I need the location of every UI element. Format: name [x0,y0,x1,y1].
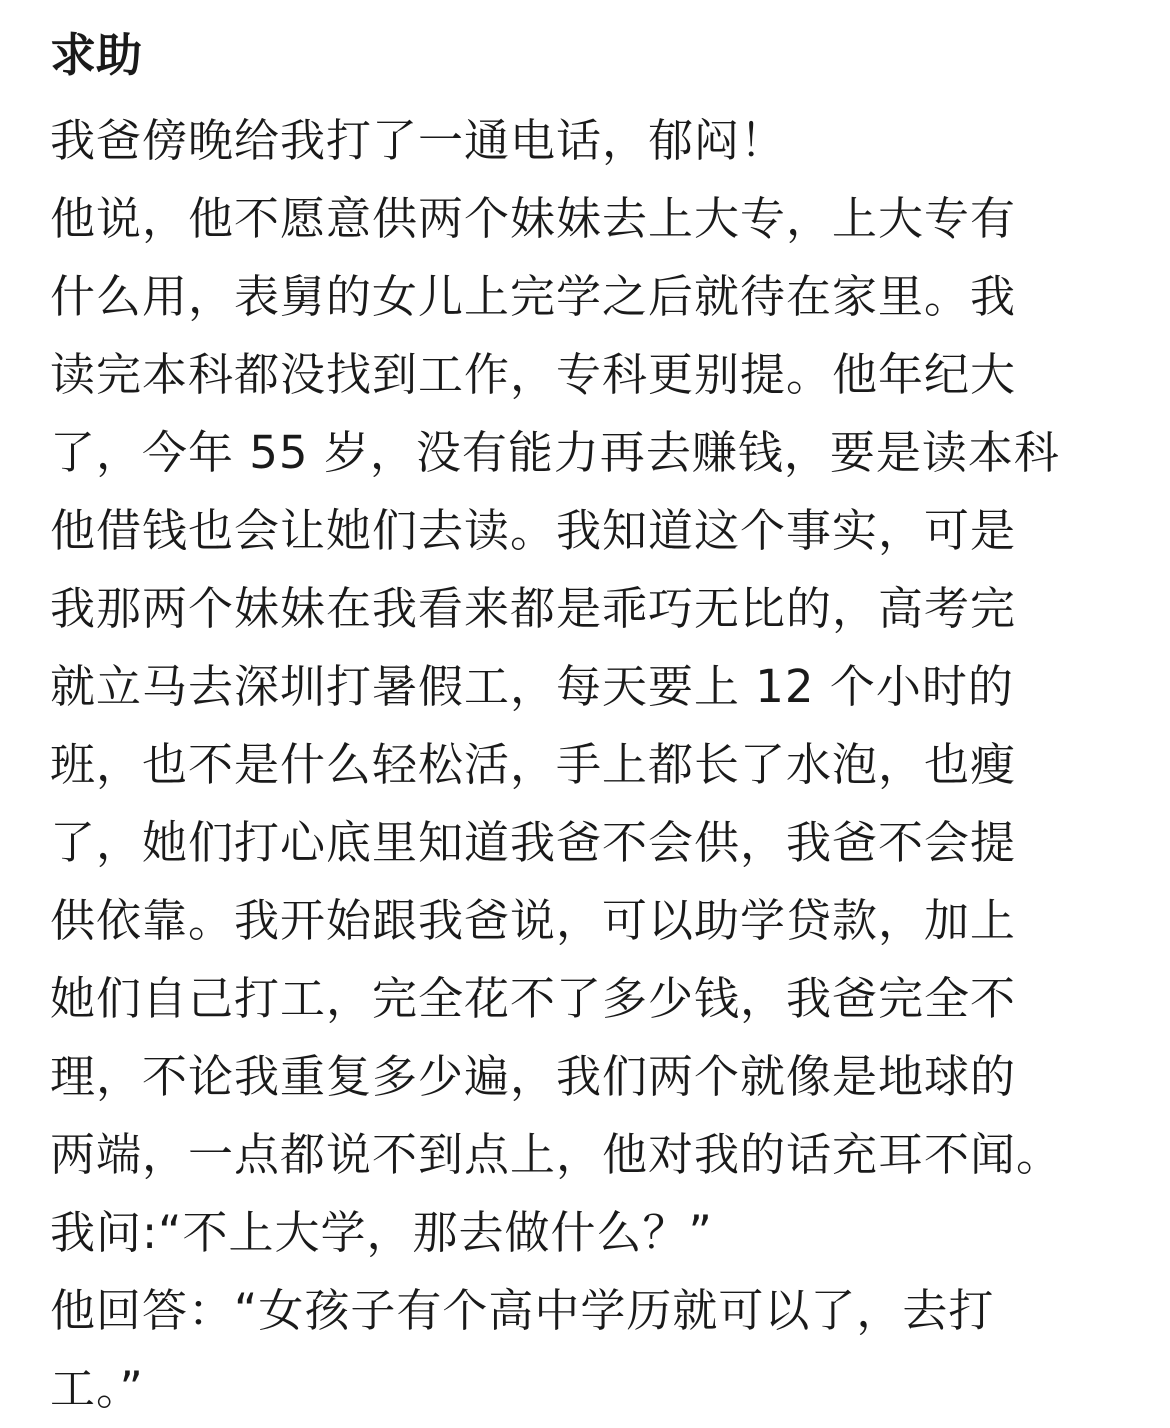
post-line: 我爸傍晚给我打了一通电话，郁闷！ [50,114,787,167]
post-line: 读完本科都没找到工作，专科更别提。他年纪大 [50,348,1017,401]
post-line: 我问:“不上大学，那去做什么？” [50,1206,713,1259]
post-line: 理，不论我重复多少遍，我们两个就像是地球的 [50,1050,1017,1103]
post-body [50,102,1140,1428]
post-line: 供依靠。我开始跟我爸说，可以助学贷款，加上 [50,894,1017,947]
post-line: 两端，一点都说不到点上，他对我的话充耳不闻。 [50,1128,1063,1181]
post-line: 什么用，表舅的女儿上完学之后就待在家里。我 [50,270,1017,323]
post-line: 就立马去深圳打暑假工，每天要上 12 个小时的 [50,660,1014,713]
post-line: 他说，他不愿意供两个妹妹去上大专，上大专有 [50,192,1017,245]
post-line: 我那两个妹妹在我看来都是乖巧无比的，高考完 [50,582,1017,635]
post-title: 求助 [50,28,142,82]
post-line: 他回答：“女孩子有个高中学历就可以了，去打 [50,1284,995,1337]
post-line: 他借钱也会让她们去读。我知道这个事实，可是 [50,504,1017,557]
post-line: 了，今年 55 岁，没有能力再去赚钱，要是读本科 [50,426,1060,479]
post-line: 工。” [50,1362,144,1415]
post-line: 了，她们打心底里知道我爸不会供，我爸不会提 [50,816,1017,869]
post-line: 班，也不是什么轻松活，手上都长了水泡，也瘦 [50,738,1017,791]
post-line: 她们自己打工，完全花不了多少钱，我爸完全不 [50,972,1017,1025]
post-container [50,22,1140,1428]
